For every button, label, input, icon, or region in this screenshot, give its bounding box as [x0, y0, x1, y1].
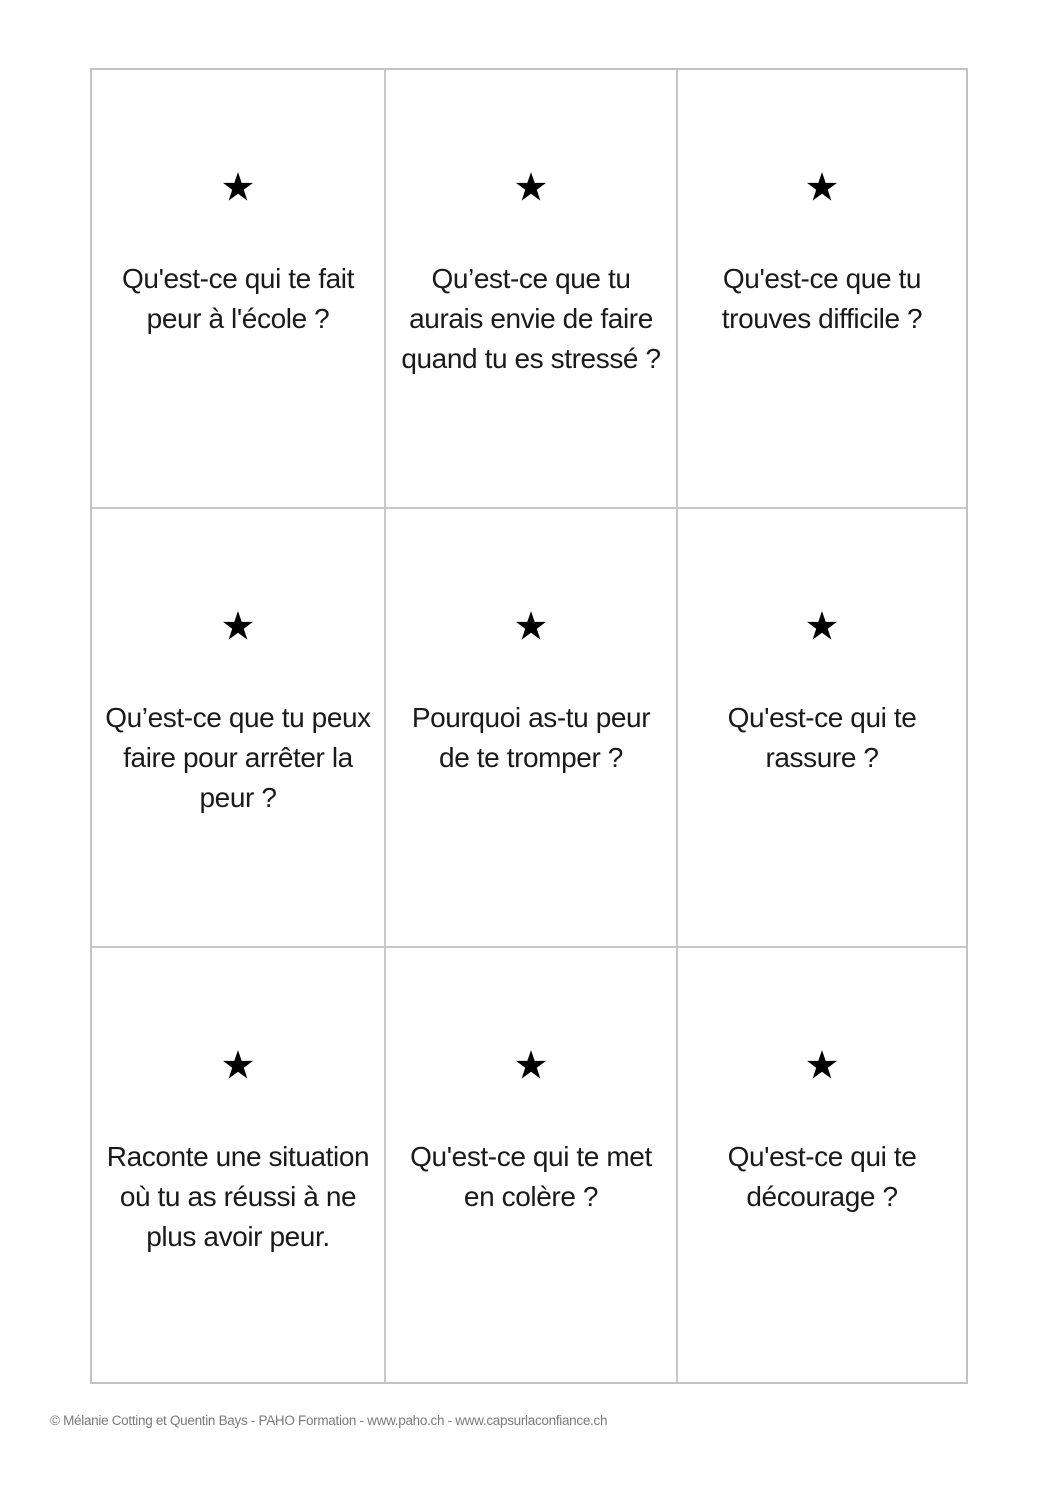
star-icon — [386, 170, 676, 210]
question-card — [386, 509, 678, 948]
copyright-footer: © Mélanie Cotting et Quentin Bays - PAHO Formation - www.paho.ch - www.capsurlaconfiance.ch — [50, 1413, 608, 1428]
star-icon — [678, 170, 966, 210]
question-card — [92, 509, 386, 948]
question-card — [92, 948, 386, 1382]
question-text: Qu'est-ce qui te met en colère ? — [410, 1141, 652, 1212]
question-text: Qu’est-ce que tu aurais envie de faire quand tu es stressé ? — [401, 263, 661, 374]
question-text: Qu'est-ce qui te décourage ? — [727, 1141, 917, 1212]
star-icon — [678, 609, 966, 649]
star-icon — [386, 1048, 676, 1088]
star-icon — [92, 609, 384, 649]
question-text: Qu'est-ce qui te rassure ? — [727, 702, 917, 773]
question-text: Qu’est-ce que tu peux faire pour arrêter la peur ? — [105, 702, 371, 813]
question-card — [678, 948, 966, 1382]
question-card — [386, 70, 678, 509]
star-icon — [678, 1048, 966, 1088]
question-card — [678, 509, 966, 948]
star-icon — [386, 609, 676, 649]
star-icon — [92, 170, 384, 210]
question-text: Qu'est-ce que tu trouves difficile ? — [721, 263, 923, 334]
question-text: Qu'est-ce qui te fait peur à l'école ? — [122, 263, 354, 334]
question-card — [92, 70, 386, 509]
question-card-grid — [90, 68, 968, 1384]
question-card — [678, 70, 966, 509]
question-text: Pourquoi as-tu peur de te tromper ? — [411, 702, 651, 773]
question-text: Raconte une situation où tu as réussi à ne plus avoir peur. — [106, 1141, 370, 1252]
question-card — [386, 948, 678, 1382]
star-icon — [92, 1048, 384, 1088]
